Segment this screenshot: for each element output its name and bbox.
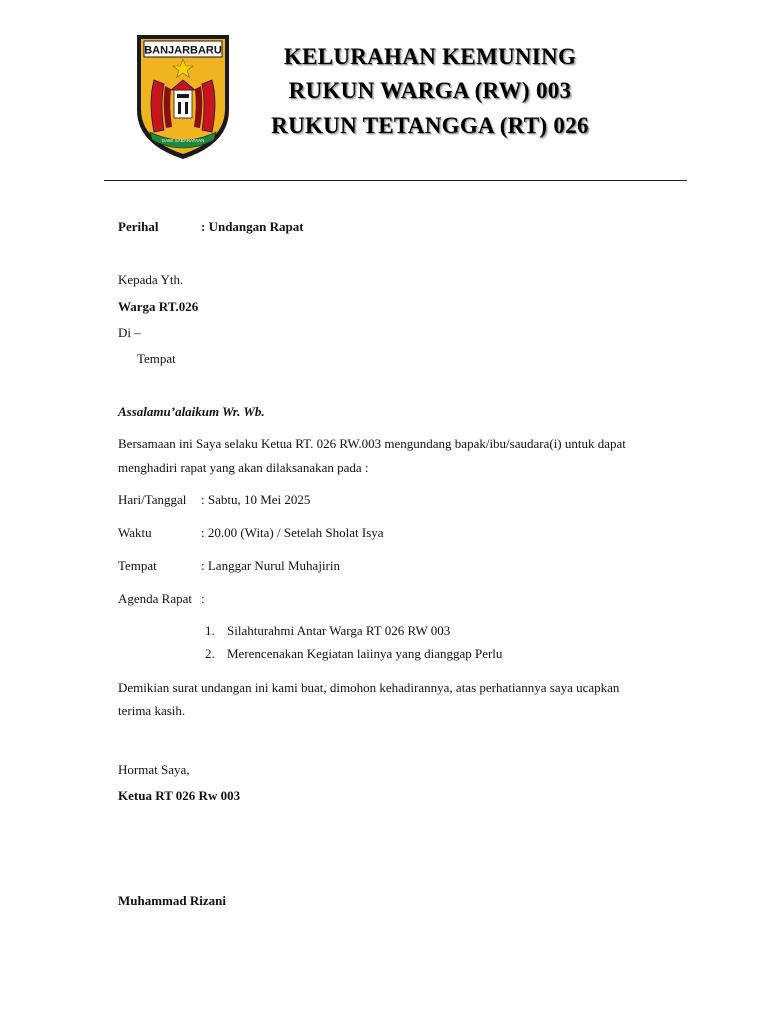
detail-label: Waktu bbox=[118, 525, 152, 540]
recipient: Warga RT.026 bbox=[118, 299, 199, 314]
subject-value: : Undangan Rapat bbox=[201, 219, 304, 234]
regards: Hormat Saya, bbox=[118, 762, 190, 777]
detail-row-date bbox=[118, 492, 638, 508]
closing-line-1: Demikian surat undangan ini kami buat, dimohon kehadirannya, atas perhatiannya saya ucapkan bbox=[118, 680, 620, 695]
detail-label: Tempat bbox=[118, 558, 157, 573]
header-divider bbox=[104, 180, 687, 181]
header-line-1: KELURAHAN KEMUNING bbox=[283, 44, 577, 69]
detail-row-place bbox=[118, 558, 638, 574]
banjarbaru-emblem-icon bbox=[134, 32, 232, 162]
emblem-text: BANJARBARU bbox=[144, 44, 222, 57]
detail-value: : Langgar Nurul Muhajirin bbox=[201, 558, 340, 573]
detail-label: Hari/Tanggal bbox=[118, 492, 187, 507]
di-text: Di – bbox=[118, 325, 141, 340]
detail-row-time bbox=[118, 525, 638, 541]
agenda-item: Merencenakan Kegiatan laiinya yang dianggap Perlu bbox=[227, 646, 503, 661]
intro-line-2: menghadiri rapat yang akan dilaksanakan pada : bbox=[118, 460, 369, 475]
detail-row-agenda bbox=[118, 591, 638, 607]
addressee-salutation: Kepada Yth. bbox=[118, 272, 184, 287]
detail-value: : Sabtu, 10 Mei 2025 bbox=[201, 492, 311, 507]
place-text: Tempat bbox=[137, 351, 176, 366]
emblem-motto: GAWI SABARATAAN bbox=[161, 138, 205, 143]
signer-position: Ketua RT 026 Rw 003 bbox=[118, 788, 241, 803]
detail-label: Agenda Rapat bbox=[118, 591, 193, 606]
agenda-item: Silahturahmi Antar Warga RT 026 RW 003 bbox=[227, 623, 451, 638]
detail-value: : bbox=[201, 591, 205, 606]
subject-row bbox=[118, 219, 304, 235]
greeting: Assalamu’alaikum Wr. Wb. bbox=[118, 404, 265, 419]
intro-line-1: Bersamaan ini Saya selaku Ketua RT. 026 RW.003 mengundang bapak/ibu/saudara(i) untuk dapat bbox=[118, 436, 626, 451]
agenda-number: 1. bbox=[205, 623, 215, 638]
subject-label: Perihal bbox=[118, 219, 159, 234]
closing-line-2: terima kasih. bbox=[118, 703, 186, 718]
detail-value: : 20.00 (Wita) / Setelah Sholat Isya bbox=[201, 525, 384, 540]
signer-name: Muhammad Rizani bbox=[118, 893, 226, 908]
header-line-3: RUKUN TETANGGA (RT) 026 bbox=[271, 113, 589, 138]
header-line-2: RUKUN WARGA (RW) 003 bbox=[288, 78, 572, 103]
agenda-number: 2. bbox=[205, 646, 215, 661]
